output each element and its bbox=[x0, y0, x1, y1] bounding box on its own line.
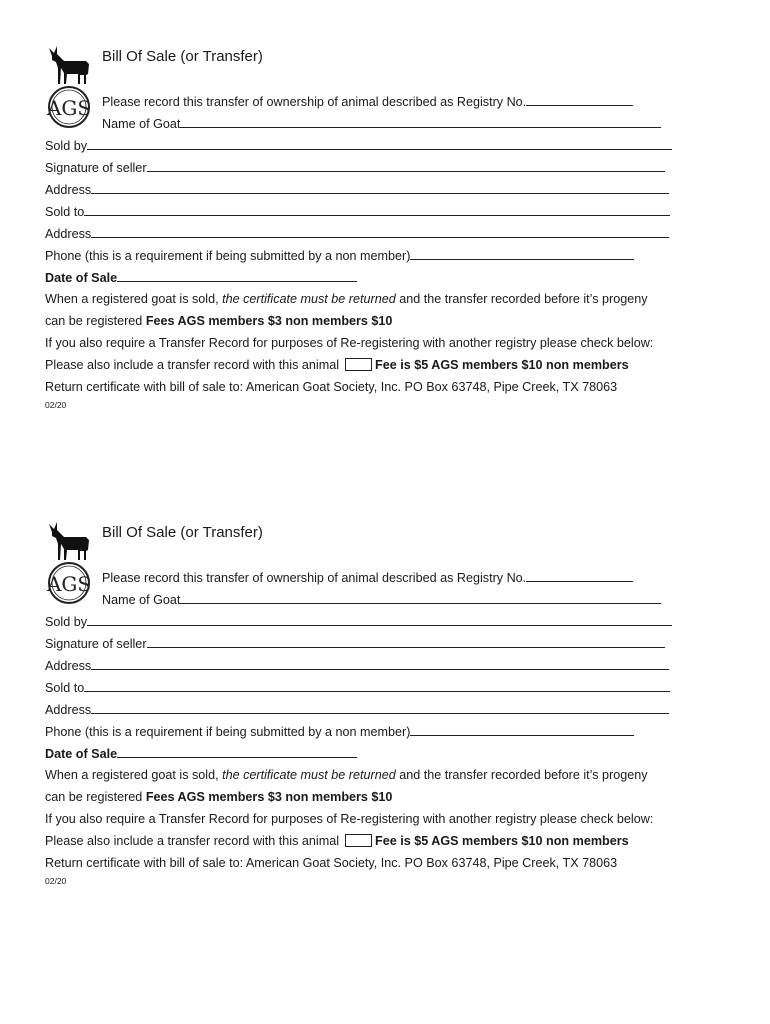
registry-row bbox=[102, 569, 633, 586]
when-sold-text bbox=[45, 767, 648, 783]
form-title: Bill Of Sale (or Transfer) bbox=[102, 48, 263, 65]
sold-to-row bbox=[45, 203, 670, 220]
signature-label: Signature of seller bbox=[45, 161, 147, 175]
sold-by-row bbox=[45, 137, 672, 154]
sold-to-label: Sold to bbox=[45, 205, 85, 219]
reregister-text: If you also require a Transfer Record for purposes of Re-registering with another registry please check below: bbox=[45, 336, 654, 350]
can-registered-text: can be registered bbox=[45, 790, 146, 804]
goat-row bbox=[102, 591, 661, 608]
date-row bbox=[45, 745, 357, 762]
registry-no-field[interactable] bbox=[526, 93, 633, 106]
signature-row bbox=[45, 159, 665, 176]
intro-text: Please record this transfer of ownership of animal described as Registry No. bbox=[102, 571, 527, 585]
return-text: Return certificate with bill of sale to: American Goat Society, Inc. PO Box 63748, Pipe Creek, TX 78063 bbox=[45, 856, 618, 870]
registry-row bbox=[102, 93, 633, 110]
date-row bbox=[45, 269, 357, 286]
when-text-c: and the transfer recorded before it’s progeny bbox=[395, 292, 648, 306]
sold-to-row bbox=[45, 679, 670, 696]
phone-label: Phone (this is a requirement if being submitted by a non member) bbox=[45, 725, 411, 739]
signature-field[interactable] bbox=[147, 635, 665, 648]
address-label: Address bbox=[45, 227, 92, 241]
address-field-1[interactable] bbox=[91, 181, 669, 194]
signature-field[interactable] bbox=[147, 159, 665, 172]
fee-text: Fee is $5 AGS members $10 non members bbox=[375, 834, 629, 848]
form-title: Bill Of Sale (or Transfer) bbox=[102, 524, 263, 541]
fee-text: Fee is $5 AGS members $10 non members bbox=[375, 358, 629, 372]
address-label: Address bbox=[45, 183, 92, 197]
return-text: Return certificate with bill of sale to: American Goat Society, Inc. PO Box 63748, Pipe Creek, TX 78063 bbox=[45, 380, 618, 394]
address-row-2 bbox=[45, 701, 669, 718]
reregister-text: If you also require a Transfer Record for purposes of Re-registering with another registry please check below: bbox=[45, 812, 654, 826]
phone-field[interactable] bbox=[410, 723, 634, 736]
sold-by-field[interactable] bbox=[87, 137, 672, 150]
phone-row bbox=[45, 723, 634, 740]
date-of-sale-label: Date of Sale bbox=[45, 747, 118, 761]
svg-text:AGS: AGS bbox=[46, 572, 92, 596]
transfer-record-checkbox[interactable] bbox=[345, 834, 372, 847]
goat-name-label: Name of Goat bbox=[102, 593, 181, 607]
address-label: Address bbox=[45, 659, 92, 673]
bill-of-sale-form-1 bbox=[0, 42, 770, 462]
fees-row bbox=[45, 313, 392, 329]
include-text: Please also include a transfer record with this animal bbox=[45, 358, 339, 372]
ags-goat-logo bbox=[44, 44, 94, 130]
goat-row bbox=[102, 115, 661, 132]
when-text-a: When a registered goat is sold, bbox=[45, 292, 223, 306]
phone-field[interactable] bbox=[410, 247, 634, 260]
sold-by-label: Sold by bbox=[45, 615, 88, 629]
certificate-returned-text: the certificate must be returned bbox=[222, 768, 396, 782]
signature-row bbox=[45, 635, 665, 652]
intro-text: Please record this transfer of ownership of animal described as Registry No. bbox=[102, 95, 527, 109]
fees-text: Fees AGS members $3 non members $10 bbox=[145, 314, 393, 328]
goat-name-field[interactable] bbox=[180, 115, 661, 128]
address-row-1 bbox=[45, 181, 669, 198]
date-of-sale-field[interactable] bbox=[117, 745, 357, 758]
sold-by-row bbox=[45, 613, 672, 630]
registry-no-field[interactable] bbox=[526, 569, 633, 582]
address-field-2[interactable] bbox=[91, 225, 669, 238]
sold-to-field[interactable] bbox=[84, 679, 670, 692]
date-of-sale-field[interactable] bbox=[117, 269, 357, 282]
sold-by-label: Sold by bbox=[45, 139, 88, 153]
include-text: Please also include a transfer record with this animal bbox=[45, 834, 339, 848]
when-sold-text bbox=[45, 291, 648, 307]
address-row-1 bbox=[45, 657, 669, 674]
goat-name-field[interactable] bbox=[180, 591, 661, 604]
phone-label: Phone (this is a requirement if being submitted by a non member) bbox=[45, 249, 411, 263]
address-row-2 bbox=[45, 225, 669, 242]
certificate-returned-text: the certificate must be returned bbox=[222, 292, 396, 306]
sold-to-label: Sold to bbox=[45, 681, 85, 695]
svg-text:AGS: AGS bbox=[46, 96, 92, 120]
can-registered-text: can be registered bbox=[45, 314, 146, 328]
when-text-c: and the transfer recorded before it’s progeny bbox=[395, 768, 648, 782]
fees-row bbox=[45, 789, 392, 805]
address-field-2[interactable] bbox=[91, 701, 669, 714]
sold-to-field[interactable] bbox=[84, 203, 670, 216]
include-row bbox=[45, 833, 629, 849]
goat-name-label: Name of Goat bbox=[102, 117, 181, 131]
ags-goat-logo bbox=[44, 520, 94, 606]
revision-date: 02/20 bbox=[45, 400, 67, 410]
bill-of-sale-form-2 bbox=[0, 518, 770, 938]
sold-by-field[interactable] bbox=[87, 613, 672, 626]
transfer-record-checkbox[interactable] bbox=[345, 358, 372, 371]
date-of-sale-label: Date of Sale bbox=[45, 271, 118, 285]
signature-label: Signature of seller bbox=[45, 637, 147, 651]
phone-row bbox=[45, 247, 634, 264]
revision-date: 02/20 bbox=[45, 876, 67, 886]
include-row bbox=[45, 357, 629, 373]
fees-text: Fees AGS members $3 non members $10 bbox=[145, 790, 393, 804]
when-text-a: When a registered goat is sold, bbox=[45, 768, 223, 782]
address-label: Address bbox=[45, 703, 92, 717]
address-field-1[interactable] bbox=[91, 657, 669, 670]
